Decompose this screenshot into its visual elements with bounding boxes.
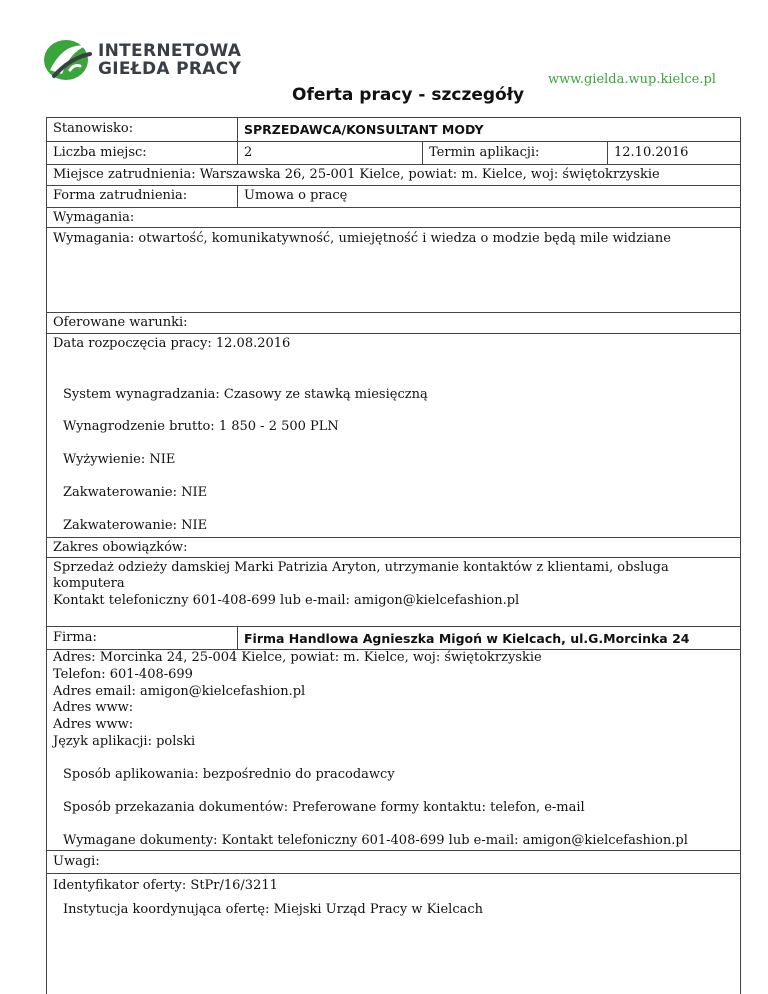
- leaf-logo-icon: [44, 40, 90, 80]
- identyfikator-text: Identyfikator oferty: StPr/16/3211: [53, 878, 278, 893]
- aplikowanie-line: Sposób przekazania dokumentów: Preferowane formy kontaktu: telefon, e-mail: [63, 800, 585, 815]
- zakres-line: Sprzedaż odzieży damskiej Marki Patrizia Aryton, utrzymanie kontaktów z klientami, obsluga: [53, 560, 669, 575]
- firma-label: Firma:: [53, 630, 97, 645]
- forma-value: Umowa o pracę: [237, 186, 740, 207]
- warunki-line: Wynagrodzenie brutto: 1 850 - 2 500 PLN: [63, 419, 339, 434]
- row-stanowisko: [46, 117, 741, 142]
- termin-label: Termin aplikacji:: [422, 142, 607, 164]
- identyfikator-section: [46, 873, 741, 994]
- uwagi-label: Uwagi:: [53, 854, 100, 869]
- warunki-label: Oferowane warunki:: [53, 315, 188, 330]
- wymagania-label: Wymagania:: [53, 210, 135, 225]
- site-url[interactable]: www.gielda.wup.kielce.pl: [548, 72, 716, 87]
- wymagania-text: Wymagania: otwartość, komunikatywność, umiejętność i wiedza o modzie będą mile widziane: [53, 231, 671, 246]
- page-title: Oferta pracy - szczegóły: [292, 85, 525, 105]
- liczba-label: Liczba miejsc:: [53, 145, 147, 160]
- termin-value: 12.10.2016: [607, 142, 740, 164]
- firma-detail-line: Adres: Morcinka 24, 25-004 Kielce, powiat: m. Kielce, woj: świętokrzyskie: [53, 650, 542, 665]
- row-forma: [46, 185, 741, 208]
- logo-wordmark: [98, 42, 241, 78]
- row-miejsce: [46, 164, 741, 186]
- miejsce-text: Miejsce zatrudnienia: Warszawska 26, 25-001 Kielce, powiat: m. Kielce, woj: świętokrzyskie: [53, 167, 660, 182]
- row-liczba-miejsc: [46, 141, 741, 165]
- aplikowanie-line: Wymagane dokumenty: Kontakt telefoniczny 601-408-699 lub e-mail: amigon@kielcefashion.pl: [63, 833, 688, 848]
- uwagi-header: [46, 850, 741, 874]
- zakres-line: komputera: [53, 576, 125, 591]
- forma-label: Forma zatrudnienia:: [53, 188, 188, 203]
- logo-line-1: INTERNETOWA: [98, 41, 242, 61]
- stanowisko-label: Stanowisko:: [53, 121, 134, 136]
- firma-value: Firma Handlowa Agnieszka Migoń w Kielcach, ul.G.Morcinka 24: [237, 627, 740, 649]
- warunki-line: Wyżywienie: NIE: [63, 452, 176, 467]
- firma-detail-line: Adres www:: [53, 717, 134, 732]
- warunki-line: Zakwaterowanie: NIE: [63, 518, 208, 533]
- stanowisko-value: SPRZEDAWCA/KONSULTANT MODY: [237, 118, 740, 141]
- firma-detail-line: Język aplikacji: polski: [53, 734, 196, 749]
- warunki-header: [46, 312, 741, 334]
- warunki-line: System wynagradzania: Czasowy ze stawką miesięczną: [63, 387, 428, 402]
- warunki-content: [46, 333, 741, 538]
- zakres-label: Zakres obowiązków:: [53, 540, 188, 555]
- zakres-header: [46, 537, 741, 558]
- liczba-value: 2: [237, 142, 422, 164]
- firma-detail-line: Adres email: amigon@kielcefashion.pl: [53, 684, 306, 699]
- warunki-line: Zakwaterowanie: NIE: [63, 485, 208, 500]
- firma-detail-line: Telefon: 601-408-699: [53, 667, 193, 682]
- firma-details: [46, 649, 741, 851]
- warunki-line: Data rozpoczęcia pracy: 12.08.2016: [53, 336, 291, 351]
- instytucja-text: Instytucja koordynująca ofertę: Miejski Urząd Pracy w Kielcach: [63, 902, 484, 917]
- wymagania-header: [46, 207, 741, 228]
- row-firma: [46, 626, 741, 650]
- firma-detail-line: Adres www:: [53, 700, 134, 715]
- logo-line-2: GIEŁDA PRACY: [98, 59, 242, 79]
- aplikowanie-line: Sposób aplikowania: bezpośrednio do pracodawcy: [63, 767, 395, 782]
- zakres-content: [46, 557, 741, 627]
- zakres-line: Kontakt telefoniczny 601-408-699 lub e-mail: amigon@kielcefashion.pl: [53, 593, 520, 608]
- wymagania-content: [46, 227, 741, 313]
